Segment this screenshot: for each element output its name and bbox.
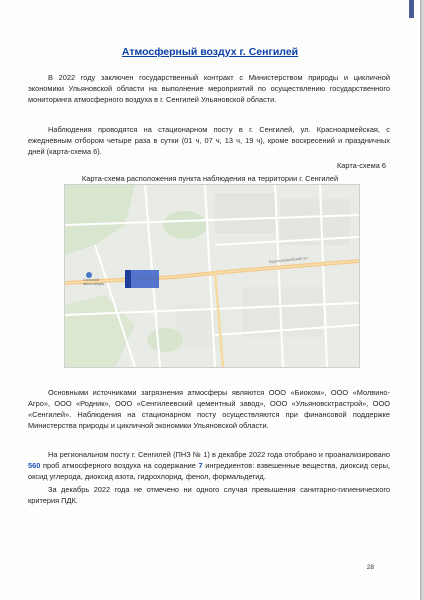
intro-paragraph: В 2022 году заключен государственный контракт с Министерством природы и цикличной экономики Ульяновской области на выполнение мероприятий по осуществлению государственного мониторинга атмосферного воздуха в г. Сенгилей Ульяновской области. <box>28 73 390 104</box>
ingredients-count: 7 <box>198 461 203 470</box>
samples-paragraph <box>28 449 390 482</box>
samples-count: 560 <box>28 461 41 470</box>
page-number: 28 <box>366 564 374 571</box>
map-street-label: Красноармейская ул. <box>268 254 309 265</box>
map-caption: Карта-схема расположения пункта наблюдения на территории г. Сенгилей <box>81 174 339 183</box>
samples-text-a: На региональном посту г. Сенгилей (ПНЗ № 1) в декабре 2022 года отобрано и проанализировано <box>48 450 390 459</box>
sources-paragraph: Основными источниками загрязнения атмосферы являются ООО «Биоком», ООО «Молвино-Агро», ООО «Родник», ООО «Сенгилеевский цементный завод», ООО «Ульяновсктрастрой», ООО «Сенгилей». Наблюдения на стационарном посту осуществляются при финансовой поддержке Министерства природы и цикличной экономики Ульяновской области. <box>28 388 390 430</box>
page-edge-mark <box>409 0 414 18</box>
map-station-label: Сенгилей автостанция <box>83 278 104 286</box>
samples-text-b: проб атмосферного воздуха на содержание <box>40 461 199 470</box>
samples-text-c: ингредиентов: взвешенные вещества, диоксид серы, оксид углерода, диоксид азота, гидрохлорид, фенол, формальдегид. <box>28 461 390 481</box>
map-graphic <box>65 185 359 367</box>
page-title: Атмосферный воздух г. Сенгилей <box>121 46 299 58</box>
location-map <box>64 184 360 368</box>
conclusion-paragraph: За декабрь 2022 года не отмечено ни одного случая превышения санитарно-гигиенического критерия ПДК. <box>28 485 390 505</box>
observation-paragraph: Наблюдения проводятся на стационарном посту в г. Сенгилей, ул. Красноармейская, с ежедневным отбором четыре раза в сутки (01 ч, 07 ч, 13 ч, 19 ч), кроме воскресений и праздничных дней (карта-схема 6). <box>28 125 390 156</box>
map-reference: Карта-схема 6 <box>336 161 386 170</box>
